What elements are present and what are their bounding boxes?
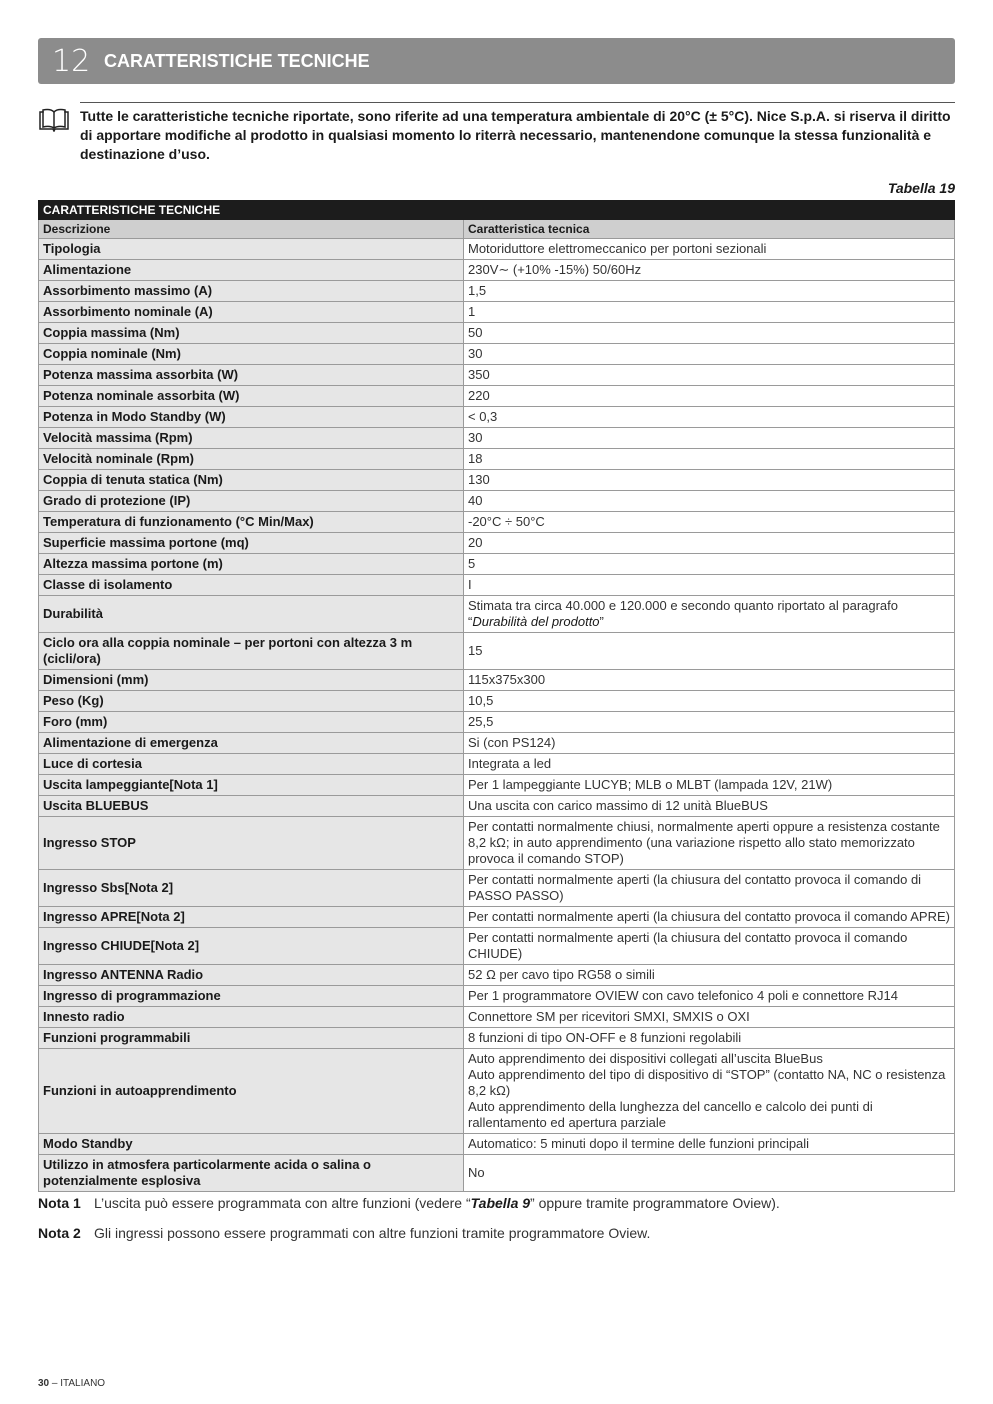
table-row (39, 1007, 955, 1028)
table-row (39, 986, 955, 1007)
spec-label: Tipologia (39, 239, 464, 260)
table-row (39, 323, 955, 344)
spec-value-line: Auto apprendimento del tipo di dispositivo di “STOP” (contatto NA, NC o resistenza 8,2 kΩ) (468, 1067, 946, 1098)
spec-value: < 0,3 (464, 407, 955, 428)
spec-label: Coppia nominale (Nm) (39, 344, 464, 365)
table-row (39, 733, 955, 754)
table-row (39, 365, 955, 386)
spec-value: 25,5 (464, 712, 955, 733)
spec-value: 8 funzioni di tipo ON-OFF e 8 funzioni regolabili (464, 1028, 955, 1049)
spec-label: Ingresso CHIUDE[Nota 2] (39, 928, 464, 965)
spec-label: Classe di isolamento (39, 575, 464, 596)
footnote-text-part: ” oppure tramite programmatore Oview). (530, 1195, 780, 1211)
spec-value (464, 596, 955, 633)
table-row (39, 691, 955, 712)
spec-value: Per 1 lampeggiante LUCYB; MLB o MLBT (lampada 12V, 21W) (464, 775, 955, 796)
spec-label: Grado di protezione (IP) (39, 491, 464, 512)
spec-label: Velocità massima (Rpm) (39, 428, 464, 449)
book-icon (38, 108, 70, 132)
spec-value: 130 (464, 470, 955, 491)
spec-value: Connettore SM per ricevitori SMXI, SMXIS o OXI (464, 1007, 955, 1028)
table-row (39, 596, 955, 633)
spec-label: Ingresso STOP (39, 817, 464, 870)
table-row (39, 386, 955, 407)
spec-value: No (464, 1155, 955, 1192)
spec-label: Ingresso Sbs[Nota 2] (39, 870, 464, 907)
spec-value: 350 (464, 365, 955, 386)
spec-label: Peso (Kg) (39, 691, 464, 712)
table-row (39, 796, 955, 817)
table-row (39, 1028, 955, 1049)
spec-value-text: Stimata tra circa 40.000 e 120.000 e secondo quanto riportato al paragrafo “ (468, 598, 899, 629)
table-row (39, 633, 955, 670)
table-row (39, 344, 955, 365)
spec-label: Altezza massima portone (m) (39, 554, 464, 575)
table-row (39, 817, 955, 870)
page-footer (38, 1378, 105, 1389)
spec-value: 30 (464, 344, 955, 365)
spec-value: 30 (464, 428, 955, 449)
footnote-text-part: Gli ingressi possono essere programmati con altre funzioni tramite programmatore Oview. (94, 1225, 651, 1241)
spec-label: Durabilità (39, 596, 464, 633)
spec-value: 10,5 (464, 691, 955, 712)
spec-value: 220 (464, 386, 955, 407)
table-row (39, 575, 955, 596)
spec-value: 5 (464, 554, 955, 575)
spec-label: Alimentazione (39, 260, 464, 281)
table-row (39, 302, 955, 323)
footnote-label: Nota 2 (38, 1225, 81, 1241)
footnote-text (94, 1224, 650, 1242)
spec-value: 230V∼ (+10% -15%) 50/60Hz (464, 260, 955, 281)
section-header (38, 38, 955, 84)
spec-value: 50 (464, 323, 955, 344)
spec-value-line: Auto apprendimento della lunghezza del cancello e calcolo dei punti di rallentamento ed apertura parziale (468, 1099, 873, 1130)
spec-value: Per contatti normalmente chiusi, normalmente aperti oppure a resistenza costante 8,2 kΩ; in auto apprendimento (una variazione rispetto allo stato memorizzato provoca il comando STOP) (464, 817, 955, 870)
spec-label: Utilizzo in atmosfera particolarmente acida o salina o potenzialmente esplosiva (39, 1155, 464, 1192)
notice-rule (80, 102, 955, 103)
spec-value: Motoriduttore elettromeccanico per portoni sezionali (464, 239, 955, 260)
table-row (39, 449, 955, 470)
table-row (39, 491, 955, 512)
table-row (39, 281, 955, 302)
table-row (39, 712, 955, 733)
spec-label: Superficie massima portone (mq) (39, 533, 464, 554)
table-row (39, 239, 955, 260)
spec-label: Modo Standby (39, 1134, 464, 1155)
footer-language: – ITALIANO (49, 1378, 106, 1389)
table-row (39, 670, 955, 691)
table-row (39, 554, 955, 575)
spec-value: 40 (464, 491, 955, 512)
spec-value-line: Auto apprendimento dei dispositivi collegati all’uscita BlueBus (468, 1051, 823, 1066)
spec-value: 18 (464, 449, 955, 470)
column-header-value: Caratteristica tecnica (464, 220, 955, 239)
spec-label: Ingresso di programmazione (39, 986, 464, 1007)
spec-value: Per contatti normalmente aperti (la chiusura del contatto provoca il comando di PASSO PASSO) (464, 870, 955, 907)
table-row (39, 965, 955, 986)
table-row (39, 775, 955, 796)
spec-value: Automatico: 5 minuti dopo il termine delle funzioni principali (464, 1134, 955, 1155)
spec-value: -20°C ÷ 50°C (464, 512, 955, 533)
footnote-reference: Tabella 9 (470, 1195, 531, 1211)
table-row (39, 1155, 955, 1192)
spec-label: Uscita BLUEBUS (39, 796, 464, 817)
table-row (39, 512, 955, 533)
table-caption: Tabella 19 (887, 180, 955, 196)
spec-value: 52 Ω per cavo tipo RG58 o simili (464, 965, 955, 986)
footnote-text-part: L’uscita può essere programmata con altre funzioni (vedere “ (94, 1195, 471, 1211)
spec-label: Luce di cortesia (39, 754, 464, 775)
section-title: CARATTERISTICHE TECNICHE (104, 50, 370, 71)
footnote-text (94, 1194, 780, 1212)
table-row (39, 428, 955, 449)
spec-value: 15 (464, 633, 955, 670)
spec-value: 115x375x300 (464, 670, 955, 691)
spec-label: Alimentazione di emergenza (39, 733, 464, 754)
spec-label: Coppia massima (Nm) (39, 323, 464, 344)
spec-label: Velocità nominale (Rpm) (39, 449, 464, 470)
spec-label: Coppia di tenuta statica (Nm) (39, 470, 464, 491)
table-title: CARATTERISTICHE TECNICHE (39, 201, 955, 220)
spec-value: Una uscita con carico massimo di 12 unità BlueBUS (464, 796, 955, 817)
spec-value (464, 1049, 955, 1134)
specs-table (38, 200, 955, 1192)
spec-value: Per 1 programmatore OVIEW con cavo telefonico 4 poli e connettore RJ14 (464, 986, 955, 1007)
spec-value: 1 (464, 302, 955, 323)
spec-value: I (464, 575, 955, 596)
spec-label: Funzioni programmabili (39, 1028, 464, 1049)
spec-value-text: ” (599, 614, 604, 629)
footnote-label: Nota 1 (38, 1195, 81, 1211)
spec-label: Ingresso ANTENNA Radio (39, 965, 464, 986)
table-row (39, 754, 955, 775)
notice-text: Tutte le caratteristiche tecniche riportate, sono riferite ad una temperatura ambientale di 20°C (± 5°C). Nice S.p.A. si riserva il diritto di apportare modifiche al prodotto in qualsiasi momento lo riterrà necessario, mantenendone comunque la stessa funzionalità e destinazione d’uso. (80, 108, 951, 162)
spec-value: 1,5 (464, 281, 955, 302)
table-row (39, 928, 955, 965)
spec-value: Per contatti normalmente aperti (la chiusura del contatto provoca il comando CHIUDE) (464, 928, 955, 965)
notes (38, 1194, 955, 1254)
spec-value: Si (con PS124) (464, 733, 955, 754)
spec-label: Assorbimento nominale (A) (39, 302, 464, 323)
page-number: 30 (38, 1378, 50, 1389)
spec-value: Per contatti normalmente aperti (la chiusura del contatto provoca il comando APRE) (464, 907, 955, 928)
spec-label: Uscita lampeggiante[Nota 1] (39, 775, 464, 796)
table-row (39, 533, 955, 554)
table-row (39, 470, 955, 491)
spec-label: Potenza massima assorbita (W) (39, 365, 464, 386)
footnote (38, 1194, 955, 1212)
table-row (39, 907, 955, 928)
table-row (39, 1134, 955, 1155)
spec-label: Potenza nominale assorbita (W) (39, 386, 464, 407)
spec-label: Innesto radio (39, 1007, 464, 1028)
table-row (39, 407, 955, 428)
spec-label: Potenza in Modo Standby (W) (39, 407, 464, 428)
footnote (38, 1224, 955, 1242)
spec-value: Integrata a led (464, 754, 955, 775)
section-number: 12 (52, 43, 91, 79)
table-row (39, 260, 955, 281)
spec-label: Temperatura di funzionamento (°C Min/Max) (39, 512, 464, 533)
table-row (39, 870, 955, 907)
column-header-description: Descrizione (39, 220, 464, 239)
spec-value-reference: Durabilità del prodotto (472, 614, 600, 629)
spec-label: Dimensioni (mm) (39, 670, 464, 691)
table-title-row (39, 201, 955, 220)
table-row (39, 1049, 955, 1134)
table-header-row (39, 220, 955, 239)
spec-label: Ingresso APRE[Nota 2] (39, 907, 464, 928)
spec-label: Ciclo ora alla coppia nominale – per portoni con altezza 3 m (cicli/ora) (39, 633, 464, 670)
spec-label: Funzioni in autoapprendimento (39, 1049, 464, 1134)
spec-label: Assorbimento massimo (A) (39, 281, 464, 302)
spec-label: Foro (mm) (39, 712, 464, 733)
spec-value: 20 (464, 533, 955, 554)
